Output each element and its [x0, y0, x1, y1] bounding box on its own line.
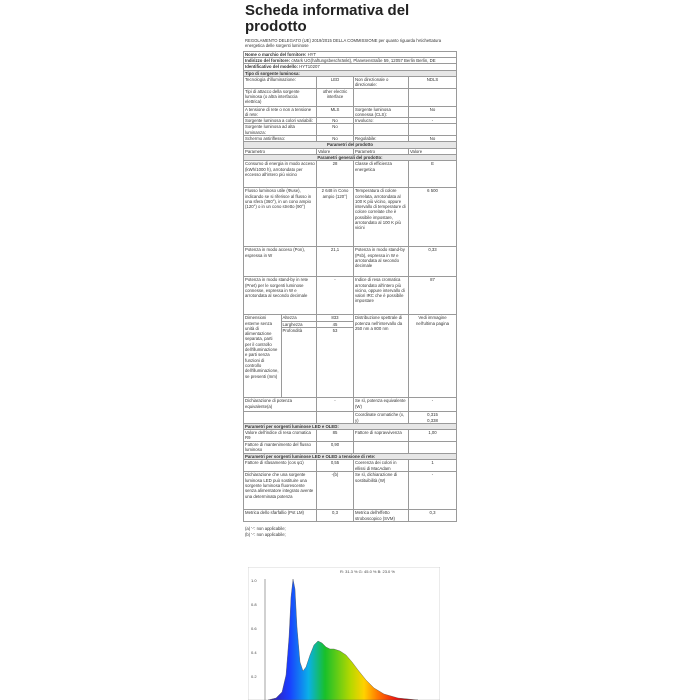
light-type-header: Tipo di sorgente luminosa:: [244, 70, 457, 76]
y-tick-label: 0.4: [251, 650, 257, 655]
table-row: Tecnologia d'illuminazione: LED Non direzionale o direzionale: NDLS: [244, 77, 457, 89]
spectral-distribution-chart: [248, 567, 440, 700]
table-row: Dichiarazione di potenza equivalente(a) - Se sì, potenza equivalente (W) -: [244, 398, 457, 412]
footnote-b: (b) '-': non applicabile;: [245, 532, 286, 538]
page-title: Scheda informativa del prodotto: [245, 2, 410, 35]
table-row: Coordinate cromatiche (x, y) 0,315 0,338: [244, 412, 457, 424]
model-identifier-row: Identificativo del modello: HYT10207: [244, 64, 457, 70]
table-row: Fattore di sfasamento (cos φ1) 0,55 Coerenza dei colori in ellissi di MacAdam 1: [244, 460, 457, 472]
table-row: Flusso luminoso utile (Φuse), indicando se si riferisce al flusso in una sfera (360°), in un cono ampio (120°) o in un cono stretto (90°) 2 648 in Cono ampio (120°) Temperatura di colore correlata, arrotondata al 100 K più vicino, oppure intervallo di temperature di colore correlate che è possibile impostare, arrotondato al 100 K più vicini 6 500: [244, 188, 457, 247]
mains-header: Parametri per sorgenti luminose LED e OLED a tensione di rete:: [244, 454, 457, 460]
table-row: Potenza in modo acceso (Pon), espressa in W 21,1 Potenza in modo stand-by (Psb), espressa in W e arrotondata al secondo decimale 0,33: [244, 247, 457, 277]
y-tick-label: 0.8: [251, 602, 257, 607]
y-tick-label: 0.6: [251, 626, 257, 631]
regulation-text: REGOLAMENTO DELEGATO (UE) 2019/2015 DELLA COMMISSIONE per quanto riguarda l'etichettatura energetica delle sorgenti luminose: [245, 38, 442, 49]
dimensions-row: Dimensioni esterne senza unità di alimentazione separata, parti per il controllo dell'illuminazione e parti senza funzioni di controllo dell'illuminazione, se presenti (mm) Altezza Larghezza Profondità 833 45 53 Distribuzione spettrale di potenza nell'intervallo da 250 nm a 800 nm Vedi immagine nell'ultima pagina: [244, 315, 457, 398]
column-header-row: Parametro Valore Parametro Valore: [244, 148, 457, 154]
rgb-readout: R: 31.3 % G: 45.0 % B: 23.0 %: [340, 569, 395, 574]
product-params-header: Parametri del prodotto: [244, 142, 457, 148]
table-row: Sorgente luminosa a colori variabili: No Involucro: -: [244, 118, 457, 124]
table-row: Valore dell'indice di resa cromatica R9 85 Fattore di sopravvivenza 1,00: [244, 430, 457, 442]
supplier-name-row: Nome o marchio del fornitore: HYT: [244, 51, 457, 57]
supplier-address-row: Indirizzo del fornitore: cMark UG(haftungsbeschränkt), Planetenstraße 59, 12057 Berlin Berlin, DE: [244, 58, 457, 64]
table-row: Tipi di attacco della sorgente luminosa (o altra interfaccia elettrica) other electric interface: [244, 88, 457, 106]
led-oled-header: Parametri per sorgenti luminose LED e OLED:: [244, 423, 457, 429]
y-tick-label: 1.0: [251, 578, 257, 583]
product-sheet-table: [243, 51, 457, 523]
table-row: Fattore di mantenimento del flusso luminoso 0,90: [244, 442, 457, 454]
product-information-sheet: [243, 0, 456, 538]
table-row: A tensione di rete o non a tensione di rete: MLS Sorgente luminosa connessa (CLS): No: [244, 106, 457, 118]
table-row: Metrica dello sfarfallio (Pst LM) 0,3 Metrica dell'effetto stroboscopico (SVM) 0,3: [244, 510, 457, 522]
footnote-a: (a) '-': non applicabile;: [245, 526, 286, 532]
table-row: Dichiarazione che una sorgente luminosa LED può sostituire una sorgente luminosa fluorescente senza alimentatore integrato avente una determinata potenza -(b) Se sì, dichiarazione di sostituibilità (W) -: [244, 472, 457, 510]
general-params-header: Parametri generali del prodotto:: [244, 154, 457, 160]
table-row: Sorgente luminosa ad alta luminanza: No: [244, 124, 457, 136]
table-row: Schermo antiriflesso: No Regolabile: No: [244, 136, 457, 142]
y-tick-label: 0.2: [251, 674, 257, 679]
table-row: Consumo di energia in modo acceso (kWh/1000 h), arrotondato per eccesso all'intero più vicino 28 Classe di efficienza energetica E: [244, 161, 457, 188]
table-row: Potenza in modo stand-by in rete (Pnet) per le sorgenti luminose connesse, espressa in W e arrotondata al secondo decimale - Indice di resa cromatica arrotondato all'intero più vicino, oppure intervallo di valori IRC che è possibile impostare 87: [244, 277, 457, 315]
